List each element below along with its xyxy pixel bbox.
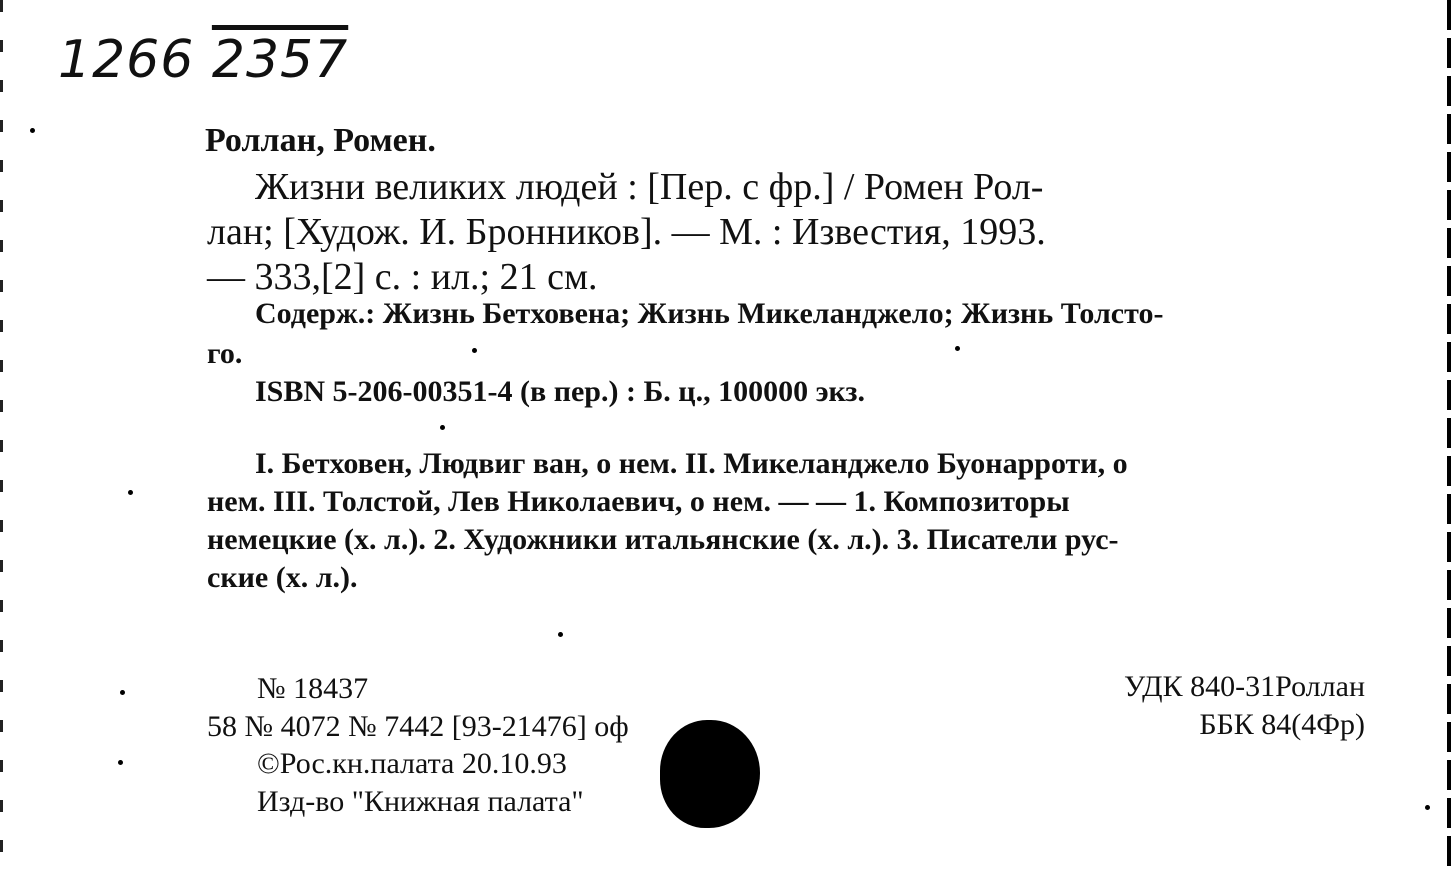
description-line-1: Жизни великих людей : [Пер. с фр.] / Ромен Рол- <box>255 166 1044 208</box>
footer-line-4: Изд-во "Книжная палата" <box>257 785 584 818</box>
speck <box>955 346 960 351</box>
ink-blot <box>660 720 760 828</box>
subjects-line-4: ские (х. л.). <box>207 561 358 594</box>
speck <box>440 425 445 430</box>
speck <box>1425 805 1430 810</box>
footer-line-2: 58 № 4072 № 7442 [93-21476] оф <box>207 710 629 743</box>
subjects-line-1: I. Бетховен, Людвиг ван, о нем. II. Микеланджело Буонарроти, о <box>255 447 1128 480</box>
handwritten-number-1: 1266 <box>58 30 195 90</box>
speck <box>30 128 35 133</box>
contents-line-1: Содерж.: Жизнь Бетховена; Жизнь Микеланджело; Жизнь Толсто- <box>255 297 1164 330</box>
handwritten-number-2: 2357 <box>211 30 349 90</box>
description-line-2: лан; [Худож. И. Бронников]. — М. : Известия, 1993. <box>207 211 1046 253</box>
subjects-line-3: немецкие (х. л.). 2. Художники итальянские (х. л.). 3. Писатели рус- <box>207 523 1119 556</box>
speck <box>472 348 477 353</box>
footer-line-3: ©Рос.кн.палата 20.10.93 <box>257 747 567 780</box>
speck <box>118 760 123 765</box>
subjects-line-2: нем. III. Толстой, Лев Николаевич, о нем. — — 1. Композиторы <box>207 485 1070 518</box>
author-heading: Роллан, Ромен. <box>205 122 436 159</box>
speck <box>558 632 563 637</box>
isbn-line: ISBN 5-206-00351-4 (в пер.) : Б. ц., 100000 экз. <box>255 375 865 408</box>
card-left-edge <box>0 0 3 874</box>
footer-line-1: № 18437 <box>257 672 369 705</box>
speck <box>128 490 133 495</box>
description-line-3: — 333,[2] с. : ил.; 21 см. <box>207 256 598 298</box>
speck <box>120 690 125 695</box>
contents-line-2: го. <box>207 337 243 370</box>
udk-code: УДК 840-31Роллан <box>1123 670 1365 703</box>
handwritten-numbers <box>58 30 348 90</box>
bbk-code: ББК 84(4Фр) <box>1199 708 1365 741</box>
card-right-edge <box>1447 0 1451 874</box>
